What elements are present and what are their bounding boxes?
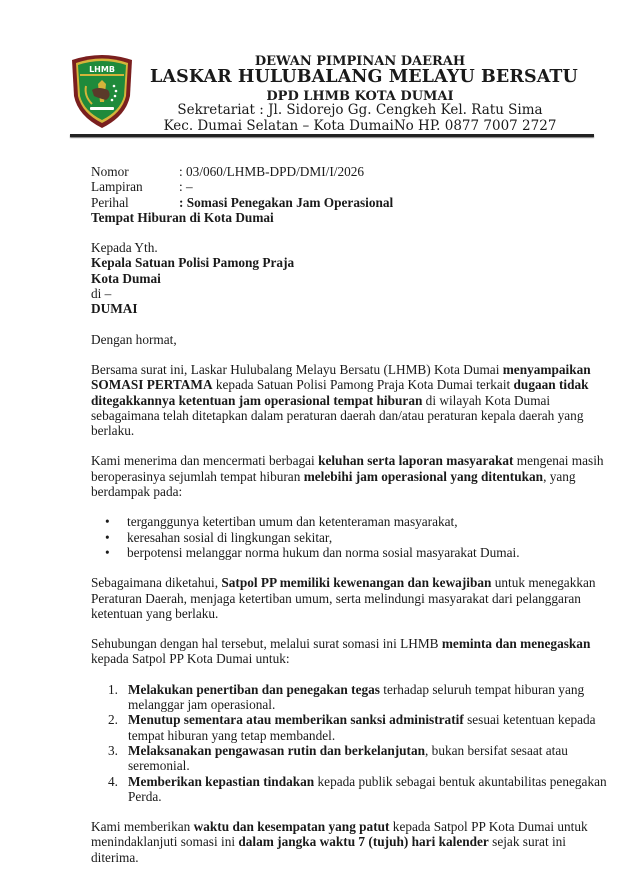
paragraph-authority: Sebagaimana diketahui, Satpol PP memiliki kewenangan dan kewajiban untuk menegakkan Peraturan Daerah, menjaga ketertiban umum, serta melindungi masyarakat dari pelanggaran ketentuan yang berlaku. xyxy=(91,575,596,621)
salutation: Dengan hormat, xyxy=(91,331,177,347)
perihal-value: : Somasi Penegakan Jam Operasional xyxy=(179,194,394,210)
nomor-label: Nomor xyxy=(91,164,129,179)
perihal-row xyxy=(91,195,611,210)
paragraph-request: Sehubungan dengan hal tersebut, melalui surat somasi ini LHMB meminta dan menegaskan kepada Satpol PP Kota Dumai untuk: xyxy=(91,636,591,667)
letter-body xyxy=(91,164,611,865)
letterhead-divider xyxy=(70,134,594,137)
lampiran-label: Lampiran xyxy=(91,179,143,195)
recipient-city: DUMAI xyxy=(91,301,138,317)
lhmb-shield-logo-icon xyxy=(68,52,136,130)
impact-item: • terganggunya ketertiban umum dan ketenteraman masyarakat, xyxy=(91,514,611,529)
letterhead-contact: Kec. Dumai Selatan – Kota DumaiNo HP. 0877 7007 2727 xyxy=(163,118,557,134)
lampiran-row xyxy=(91,179,611,194)
svg-text:LHMB: LHMB xyxy=(89,65,115,74)
demand-item: 3. Melaksanakan pengawasan rutin dan berkelanjutan, bukan bersifat sesaat atau seremonial. xyxy=(108,742,568,774)
nomor-value: : 03/060/LHMB-DPD/DMI/I/2026 xyxy=(179,164,365,179)
demand-item: 4. Memberikan kepastian tindakan kepada publik sebagai bentuk akuntabilitas penegakan Perda. xyxy=(108,773,607,804)
impact-list xyxy=(91,514,611,560)
perihal-continuation: Tempat Hiburan di Kota Dumai xyxy=(91,209,274,225)
letterhead-org-name: LASKAR HULUBALANG MELAYU BERSATU xyxy=(150,67,578,87)
lampiran-value: : – xyxy=(179,179,193,195)
paragraph-complaints: Kami menerima dan mencermati berbagai keluhan serta laporan masyarakat mengenai masih beroperasinya sejumlah tempat hiburan melebihi jam operasional yang ditentukan, yang berdampak pada: xyxy=(91,453,604,500)
letterhead-council: DEWAN PIMPINAN DAERAH xyxy=(254,54,466,69)
demand-item: 2. Menutup sementara atau memberikan sanksi administratif sesuai ketentuan kepada tempat hiburan yang tetap membandel. xyxy=(108,712,596,743)
impact-item: • keresahan sosial di lingkungan sekitar, xyxy=(91,530,611,545)
demand-item: 1. Melakukan penertiban dan penegakan tegas terhadap seluruh tempat hiburan yang melanggar jam operasional. xyxy=(108,681,585,713)
impact-item: • berpotensi melanggar norma hukum dan norma sosial masyarakat Dumai. xyxy=(91,545,611,560)
paragraph-deadline: Kami memberikan waktu dan kesempatan yang patut kepada Satpol PP Kota Dumai untuk menindaklanjuti somasi ini dalam jangka waktu 7 (tujuh) hari kalender sejak surat ini diterima. xyxy=(91,819,588,865)
nomor-row xyxy=(91,164,611,179)
paragraph-intro: Bersama surat ini, Laskar Hulubalang Melayu Bersatu (LHMB) Kota Dumai menyampaikan SOMASI PERTAMA kepada Satuan Polisi Pamong Praja Kota Dumai terkait dugaan tidak ditegakkannya ketentuan jam operasional tempat hiburan di wilayah Kota Dumai sebagaimana telah ditetapkan dalam peraturan daerah dan/atau peraturan kepala daerah yang berlaku. xyxy=(91,361,591,439)
recipient-city-line: Kota Dumai xyxy=(91,270,161,286)
demand-list xyxy=(91,682,611,804)
recipient-di: di – xyxy=(91,286,112,302)
recipient-title: Kepala Satuan Polisi Pamong Praja xyxy=(91,255,295,271)
letterhead-branch: DPD LHMB KOTA DUMAI xyxy=(266,89,454,104)
recipient-greeting: Kepada Yth. xyxy=(91,240,158,256)
perihal-label: Perihal xyxy=(91,194,129,210)
letterhead-address: Sekretariat : Jl. Sidorejo Gg. Cengkeh Kel. Ratu Sima xyxy=(177,102,543,118)
